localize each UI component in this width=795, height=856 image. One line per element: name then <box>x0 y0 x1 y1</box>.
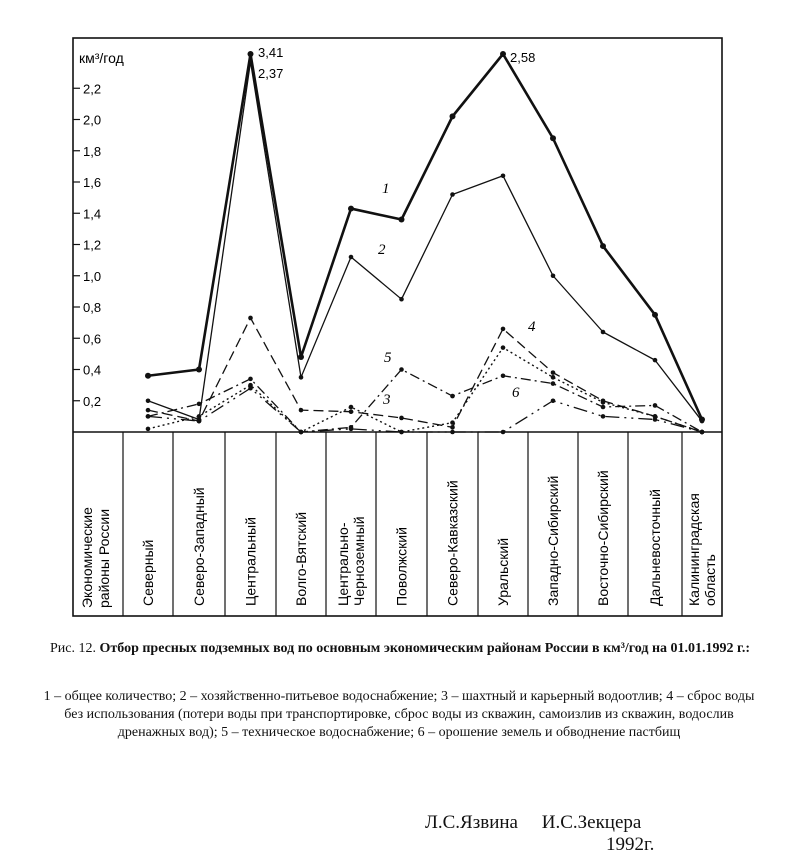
signature-year: 1992г. <box>606 834 655 855</box>
y-tick-label: 0,4 <box>83 362 102 378</box>
y-tick-label: 2,0 <box>83 112 102 128</box>
series-point-2 <box>700 419 705 424</box>
series-point-2 <box>299 375 304 380</box>
series-point-5 <box>601 405 606 410</box>
y-tick-label: 1,0 <box>83 268 102 284</box>
series-point-6 <box>501 430 506 435</box>
series-point-5 <box>450 394 455 399</box>
series-point-3 <box>146 427 151 432</box>
category-label: Западно-Сибирский <box>545 475 561 606</box>
peak-annotation: 2,37 <box>258 66 284 81</box>
series-line-3 <box>148 348 702 432</box>
series-point-5 <box>501 373 506 378</box>
authors-signature: Л.С.Язвина И.С.Зекцера <box>425 812 642 833</box>
category-label: Северо-Западный <box>191 487 207 606</box>
series-point-1 <box>196 367 202 373</box>
series-point-4 <box>601 398 606 403</box>
series-point-6 <box>146 414 151 419</box>
series-point-2 <box>653 358 658 363</box>
series-point-1 <box>145 373 151 379</box>
series-point-6 <box>349 427 354 432</box>
series-point-4 <box>501 327 506 332</box>
series-number-label: 1 <box>382 181 390 197</box>
series-point-1 <box>450 113 456 119</box>
series-point-1 <box>652 312 658 318</box>
category-label: Северо-Кавказский <box>444 480 461 606</box>
series-point-3 <box>197 414 202 419</box>
series-point-4 <box>399 416 404 421</box>
series-point-3 <box>551 375 556 380</box>
legend-description: 1 – общее количество; 2 – хозяйственно-питьевое водоснабжение; 3 – шахтный и карьерный водоотлив; 4 – сброс воды без использования (потери воды при транспортировке, сброс воды из скважин, самоизлив из скважин, водослив дренажных вод); 5 – техническое водоснабжение; 6 – орошение земель и обводнение пастбищ <box>43 689 755 740</box>
series-line-2 <box>148 62 702 421</box>
series-point-2 <box>601 330 606 335</box>
series-number-label: 6 <box>512 385 520 401</box>
series-point-4 <box>349 409 354 414</box>
series-point-2 <box>146 398 151 403</box>
series-point-6 <box>399 430 404 435</box>
y-tick-label: 0,6 <box>83 331 102 347</box>
series-number-label: 4 <box>528 319 536 335</box>
peak-annotation: 2,58 <box>510 50 536 65</box>
series-point-2 <box>349 255 354 260</box>
figure-caption <box>30 640 770 657</box>
series-point-3 <box>349 405 354 410</box>
series-point-2 <box>551 273 556 278</box>
series-number-label: 2 <box>378 242 386 258</box>
y-tick-label: 1,6 <box>83 175 102 190</box>
series-point-1 <box>348 206 354 212</box>
series-point-1 <box>399 217 405 223</box>
series-point-6 <box>450 430 455 435</box>
caption-prefix: Рис. 12. <box>49 641 100 656</box>
series-point-6 <box>601 414 606 419</box>
series-point-5 <box>248 377 253 382</box>
series-number-label: 3 <box>383 392 391 408</box>
series-point-4 <box>299 408 304 413</box>
category-label: Центрально-Черноземный <box>335 516 367 606</box>
series-point-1 <box>600 243 606 249</box>
series-point-1 <box>298 354 304 360</box>
category-label: Восточно-Сибирский <box>595 470 611 606</box>
y-tick-label: 1,2 <box>83 237 102 253</box>
series-line-4 <box>148 318 702 432</box>
series-point-5 <box>551 381 556 386</box>
series-point-6 <box>248 386 253 391</box>
series-point-5 <box>399 367 404 372</box>
category-label: Поволжский <box>393 527 410 606</box>
series-point-1 <box>550 135 556 141</box>
series-point-1 <box>500 51 506 57</box>
category-label: Уральский <box>495 537 511 606</box>
series-point-3 <box>501 345 506 350</box>
series-point-2 <box>450 192 455 197</box>
peak-annotation: 3,41 <box>258 45 284 60</box>
y-tick-label: 1,8 <box>83 143 102 159</box>
series-point-6 <box>653 417 658 422</box>
series-point-5 <box>197 402 202 407</box>
category-label: Дальневосточный <box>647 489 663 606</box>
series-point-4 <box>146 408 151 413</box>
category-label: Центральный <box>242 517 259 606</box>
series-line-1 <box>148 54 702 420</box>
series-point-4 <box>551 370 556 375</box>
series-point-6 <box>700 430 705 435</box>
series-point-4 <box>248 316 253 321</box>
series-point-1 <box>248 51 254 57</box>
series-line-6 <box>148 388 702 432</box>
series-point-2 <box>501 173 506 178</box>
series-point-5 <box>653 403 658 408</box>
series-point-2 <box>399 297 404 302</box>
category-label: Калининградскаяобласть <box>686 493 718 606</box>
series-point-6 <box>299 430 304 435</box>
y-tick-label: 0,2 <box>83 393 102 409</box>
series-point-6 <box>551 398 556 403</box>
y-tick-label: 1,4 <box>83 206 102 222</box>
series-point-4 <box>450 425 455 430</box>
category-label: Волго-Вятский <box>293 511 309 606</box>
series-number-label: 5 <box>384 350 392 366</box>
category-header: Экономическиерайоны России <box>79 507 112 608</box>
caption-title: Отбор пресных подземных вод по основным экономическим районам России в км³/год на 01.01.1992 г.: <box>99 641 750 656</box>
category-label: Северный <box>140 539 156 606</box>
y-tick-label: 0,8 <box>83 300 102 315</box>
y-tick-label: 2,2 <box>83 81 102 97</box>
series-point-2 <box>248 59 253 64</box>
y-axis-label: км³/год <box>79 50 124 66</box>
series-point-6 <box>197 419 202 424</box>
